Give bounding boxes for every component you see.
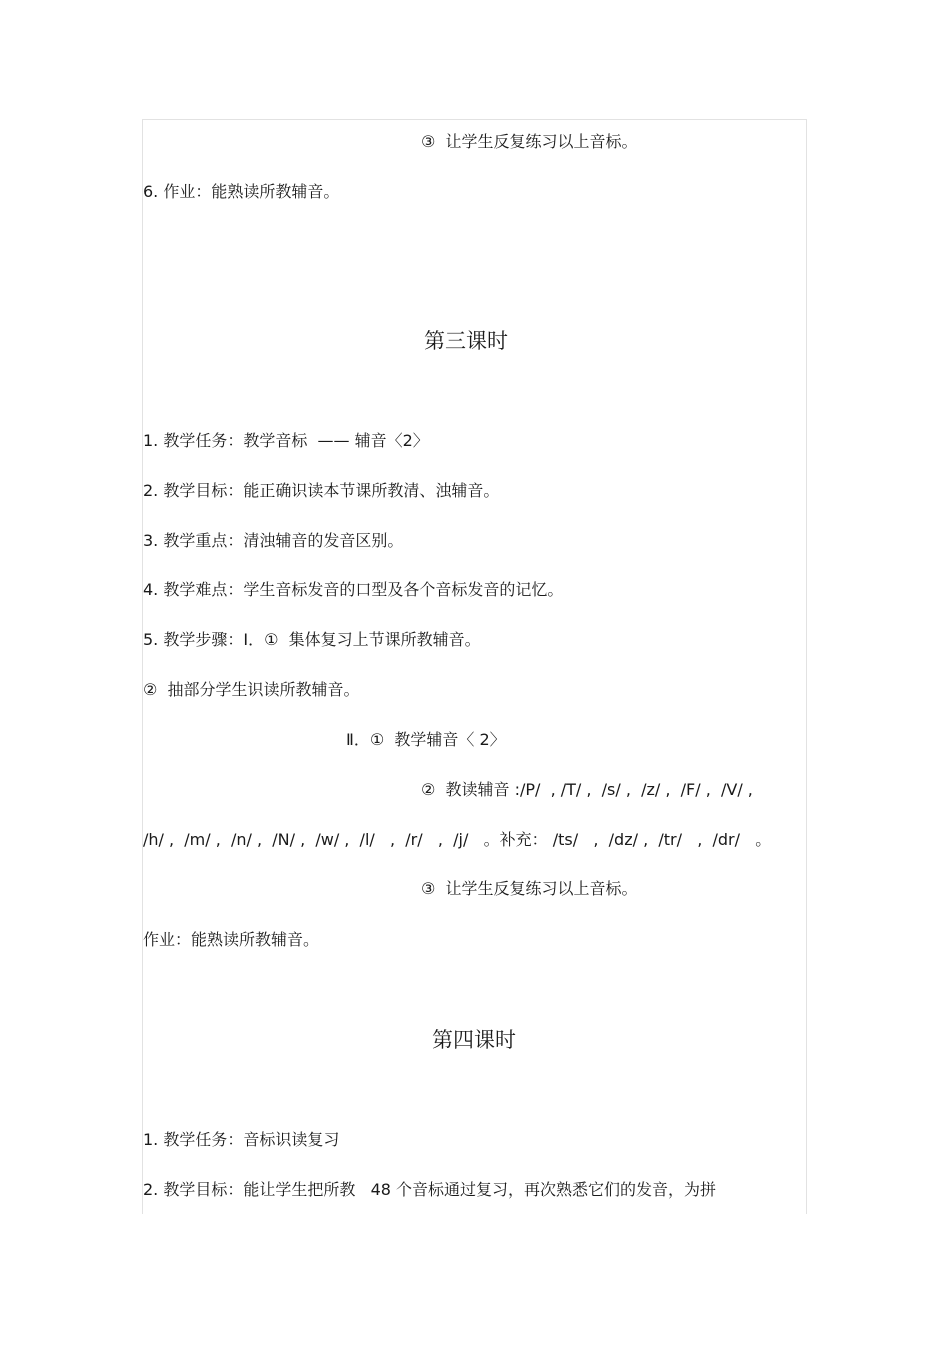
lesson-3-task: 1. 教学任务：教学音标 —— 辅音〈2〉 <box>143 431 429 450</box>
lesson-3-key-point: 3. 教学重点：清浊辅音的发音区别。 <box>143 531 404 550</box>
lesson-4-task: 1. 教学任务：音标识读复习 <box>143 1130 340 1149</box>
lesson-3-homework: 作业：能熟读所教辅音。 <box>143 930 320 949</box>
lesson-3-step-2-1: Ⅱ．① 教学辅音〈 2〉 <box>346 730 506 749</box>
lesson-4-title: 第四课时 <box>432 1028 516 1052</box>
lesson-3-step-2-3: ③ 让学生反复练习以上音标。 <box>421 879 638 898</box>
lesson-3-step-2-2-cont: /h/ , /m/ , /n/ , /N/ , /w/ , /l/ , /r/ , /j/ 。补充： /ts/ , /dz/ , /tr/ , /dr/ 。 <box>143 830 772 849</box>
lesson-3-step-1b: ② 抽部分学生识读所教辅音。 <box>143 680 360 699</box>
homework-line: 6. 作业：能熟读所教辅音。 <box>143 182 340 201</box>
lesson-3-steps: 5. 教学步骤：Ⅰ．① 集体复习上节课所教辅音。 <box>143 630 481 649</box>
lesson-3-title: 第三课时 <box>424 329 508 353</box>
lesson-3-step-2-2: ② 教读辅音 :/P/ , /T/ , /s/ , /z/ , /F/ , /V/ , <box>421 780 753 799</box>
lesson-4-goal: 2. 教学目标：能让学生把所教 48 个音标通过复习，再次熟悉它们的发音，为拼 <box>143 1180 717 1199</box>
lesson-3-difficulty: 4. 教学难点：学生音标发音的口型及各个音标发音的记忆。 <box>143 580 564 599</box>
practice-step: ③ 让学生反复练习以上音标。 <box>421 132 638 151</box>
lesson-3-goal: 2. 教学目标：能正确识读本节课所教清、浊辅音。 <box>143 481 500 500</box>
